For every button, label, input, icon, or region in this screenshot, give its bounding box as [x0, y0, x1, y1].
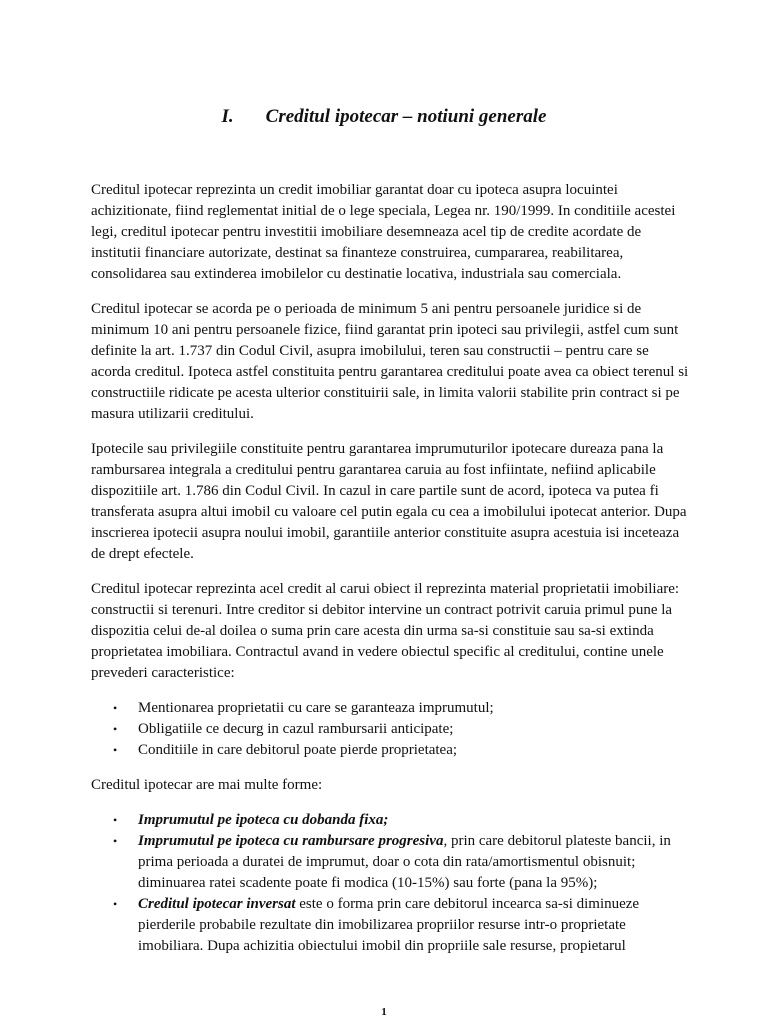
section-heading	[0, 106, 768, 128]
bullet-icon: •	[113, 813, 118, 827]
page-number: 1	[381, 1006, 387, 1018]
paragraph-3: Ipotecile sau privilegiile constituite pentru garantarea imprumuturilor ipotecare dureaza pana la rambursarea integrala a creditului pentru garantarea caruia au fost infiintate, nefiind aplicabile dispozitiile art. 1.786 din Codul Civil. In cazul in care partile sunt de acord, ipoteca va putea fi transferata asupra altui imobil cu valoare cel putin egala cu cea a imobilului ipotecat anterior. Dupa inscrierea ipotecii asupra noului imobil, garantiile anterior constituite asupra acestuia isi inceteaza de drept efectele.	[91, 441, 687, 562]
contract-provisions-list	[91, 698, 691, 761]
credit-forms-list	[91, 810, 691, 957]
list-item: • Obligatiile ce decurg in cazul rambursarii anticipate;	[91, 719, 691, 740]
bullet-icon: •	[113, 701, 118, 715]
form-term: Imprumutul pe ipoteca cu rambursare progresiva	[138, 833, 444, 849]
forms-intro: Creditul ipotecar are mai multe forme:	[91, 777, 323, 793]
section-title: Creditul ipotecar – notiuni generale	[265, 106, 547, 127]
list-item: • Creditul ipotecar inversat este o forma prin care debitorul incearca sa-si diminueze pierderile probabile rezultate din imobilizarea propriilor resurse intr-o proprietate imobiliara. Dupa achizitia obiectului imobil din propriile sale resurse, propietarul	[113, 896, 640, 954]
form-term: Creditul ipotecar inversat	[138, 896, 296, 912]
bullet-icon: •	[113, 897, 118, 911]
paragraph-1: Creditul ipotecar reprezinta un credit imobiliar garantat doar cu ipoteca asupra locuintei achizitionate, fiind reglementat initial de o lege speciala, Legea nr. 190/1999. In conditiile acestei legi, creditul ipotecar pentru investitii imobiliare desemneaza acel tip de credite acordate de institutii financiare autorizate, destinat sa finanteze construirea, cumpararea, reabilitarea, consolidarea sau extinderea imobilelor cu destinatie locativa, industriala sau comerciala.	[91, 182, 676, 282]
document-body	[91, 180, 691, 971]
bullet-icon: •	[113, 834, 118, 848]
list-item	[91, 810, 691, 831]
paragraph-2: Creditul ipotecar se acorda pe o perioada de minimum 5 ani pentru persoanele juridice si de minimum 10 ani pentru persoanele fizice, fiind garantat prin ipoteci sau privilegii, astfel cum sunt definite la art. 1.737 din Codul Civil, asupra imobilului, teren sau constructii – pentru care se acorda creditul. Ipoteca astfel constituita pentru garantarea creditului poate avea ca obiect terenul si constructiile ridicate pe acesta ulterior constituirii sale, in limita valorii stabilite prin contract si pe masura utilizarii creditului.	[91, 301, 689, 422]
paragraph-4: Creditul ipotecar reprezinta acel credit al carui obiect il reprezinta material proprietatii imobiliare: constructii si terenuri. Intre creditor si debitor intervine un contract potrivit caruia primul pune la dispozitia celui de-al doilea o suma prin care acesta din urma sa-si constituie sau sa-si extinda proprietatea imobiliara. Contractul avand in vedere obiectul specific al creditului, contine unele prevederi caracteristice:	[91, 581, 680, 681]
list-item: • Conditiile in care debitorul poate pierde proprietatea;	[91, 740, 691, 761]
list-item: • Imprumutul pe ipoteca cu rambursare progresiva, prin care debitorul plateste bancii, in prima perioada a duratei de imprumut, doar o cota din rata/amortismentul obisnuit; diminuarea ratei scadente poate fi modica (10-15%) sau forte (pana la 95%);	[113, 833, 671, 891]
list-item: • Mentionarea proprietatii cu care se garanteaza imprumutul;	[91, 698, 691, 719]
section-number: I.	[221, 106, 234, 127]
bullet-icon: •	[113, 722, 118, 736]
bullet-icon: •	[113, 743, 118, 757]
form-term: Imprumutul pe ipoteca cu dobanda fixa;	[138, 812, 389, 828]
